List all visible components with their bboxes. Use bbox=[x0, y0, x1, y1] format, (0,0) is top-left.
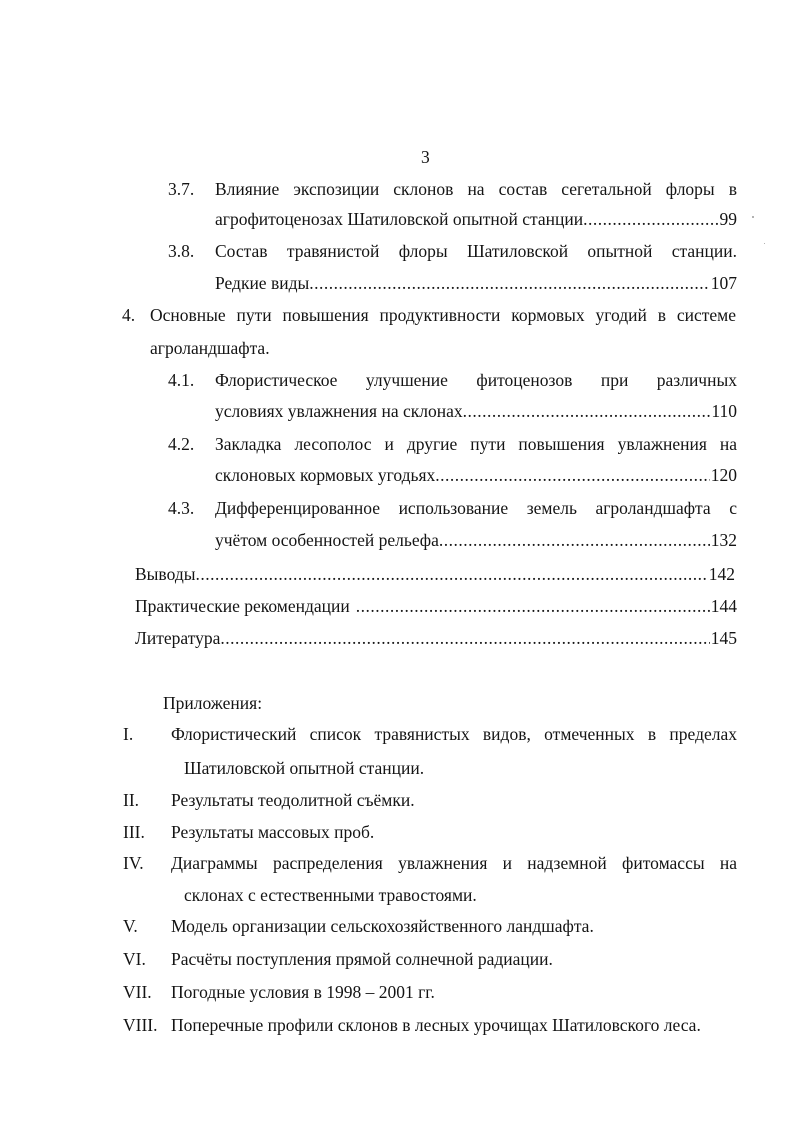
toc-4-2-title-line1: Закладка лесополос и другие пути повышения увлажнения на bbox=[215, 434, 737, 454]
scan-speck bbox=[752, 216, 754, 218]
dot-leader bbox=[435, 464, 709, 486]
appendix-item-number: II. bbox=[123, 790, 140, 810]
toc-4-3-title-line1: Дифференцированное использование земель агроландшафта с bbox=[215, 498, 737, 518]
dot-leader bbox=[195, 563, 707, 585]
toc-conclusions-page: 142 bbox=[708, 564, 735, 584]
scan-speck bbox=[764, 243, 765, 244]
toc-3-8-title-line1: Состав травянистой флоры Шатиловской опытной станции. bbox=[215, 241, 737, 261]
toc-literature-page: 145 bbox=[710, 628, 737, 648]
toc-3-8-entry[interactable] bbox=[215, 272, 737, 294]
toc-4-2-title-line2: склоновых кормовых угодьях bbox=[215, 465, 436, 485]
page-number: 3 bbox=[421, 147, 430, 167]
toc-3-7-title-line1: Влияние экспозиции склонов на состав сегетальной флоры в bbox=[215, 179, 737, 199]
toc-chapter-4-title-line1: Основные пути повышения продуктивности кормовых угодий в системе bbox=[150, 305, 736, 325]
toc-3-7-number: 3.7. bbox=[168, 179, 195, 199]
toc-3-7-title-line2: агрофитоценозах Шатиловской опытной станции bbox=[215, 209, 584, 229]
toc-3-8-title-line2: Редкие виды bbox=[215, 273, 310, 293]
dot-leader bbox=[356, 595, 710, 617]
toc-3-8-page: 107 bbox=[710, 273, 737, 293]
appendix-item-number: VIII. bbox=[123, 1015, 158, 1035]
appendix-item-number: III. bbox=[123, 822, 145, 842]
appendix-item-number: IV. bbox=[123, 853, 144, 873]
toc-4-1-title-line1: Флористическое улучшение фитоценозов при различных bbox=[215, 370, 737, 390]
toc-recommendations-page: 144 bbox=[710, 596, 737, 616]
toc-4-3-page: 132 bbox=[710, 530, 737, 550]
toc-4-1-page: 110 bbox=[711, 401, 737, 421]
appendix-item-number: I. bbox=[123, 724, 134, 744]
appendix-item-title: Результаты теодолитной съёмки. bbox=[171, 790, 415, 810]
toc-literature-label: Литература bbox=[135, 628, 221, 648]
toc-chapter-4-number: 4. bbox=[122, 305, 136, 325]
appendix-item-title-line2: склонах с естественными травостоями. bbox=[184, 885, 477, 905]
toc-3-7-entry[interactable] bbox=[215, 208, 737, 230]
toc-4-1-number: 4.1. bbox=[168, 370, 195, 390]
dot-leader bbox=[463, 400, 711, 422]
dot-leader bbox=[220, 627, 709, 649]
appendix-item-number: V. bbox=[123, 916, 138, 936]
appendix-item-title: Расчёты поступления прямой солнечной радиации. bbox=[171, 949, 553, 969]
appendix-item-title: Модель организации сельскохозяйственного ландшафта. bbox=[171, 916, 594, 936]
toc-4-2-number: 4.2. bbox=[168, 434, 195, 454]
appendix-item-number: VII. bbox=[123, 982, 152, 1002]
dot-leader bbox=[439, 529, 710, 551]
toc-conclusions-label: Выводы bbox=[135, 564, 196, 584]
toc-4-3-title-line2: учётом особенностей рельефа bbox=[215, 530, 439, 550]
appendix-item-title-line1: Флористический список травянистых видов, отмеченных в пределах bbox=[171, 724, 737, 744]
appendix-heading: Приложения: bbox=[163, 693, 263, 713]
toc-4-1-entry[interactable] bbox=[215, 400, 737, 422]
toc-3-7-page: 99 bbox=[719, 209, 737, 229]
appendix-item-title: Результаты массовых проб. bbox=[171, 822, 375, 842]
appendix-item-title: Погодные условия в 1998 – 2001 гг. bbox=[171, 982, 435, 1002]
toc-4-3-number: 4.3. bbox=[168, 498, 195, 518]
toc-literature-entry[interactable] bbox=[135, 627, 737, 649]
dot-leader bbox=[583, 208, 718, 230]
toc-conclusions-entry[interactable] bbox=[135, 563, 735, 585]
toc-recommendations-label: Практические рекомендации bbox=[135, 596, 350, 616]
toc-4-2-page: 120 bbox=[710, 465, 737, 485]
toc-4-2-entry[interactable] bbox=[215, 464, 737, 486]
toc-recommendations-entry[interactable] bbox=[135, 595, 737, 617]
appendix-item-number: VI. bbox=[123, 949, 146, 969]
toc-4-3-entry[interactable] bbox=[215, 529, 737, 551]
dot-leader bbox=[309, 272, 710, 294]
appendix-item-title-line1: Диаграммы распределения увлажнения и надземной фитомассы на bbox=[171, 853, 737, 873]
appendix-item-title-line2: Шатиловской опытной станции. bbox=[184, 758, 425, 778]
appendix-item-title: Поперечные профили склонов в лесных урочищах Шатиловского леса. bbox=[171, 1015, 701, 1035]
toc-chapter-4-title-line2: агроландшафта. bbox=[150, 338, 270, 358]
toc-4-1-title-line2: условиях увлажнения на склонах bbox=[215, 401, 463, 421]
toc-3-8-number: 3.8. bbox=[168, 241, 195, 261]
